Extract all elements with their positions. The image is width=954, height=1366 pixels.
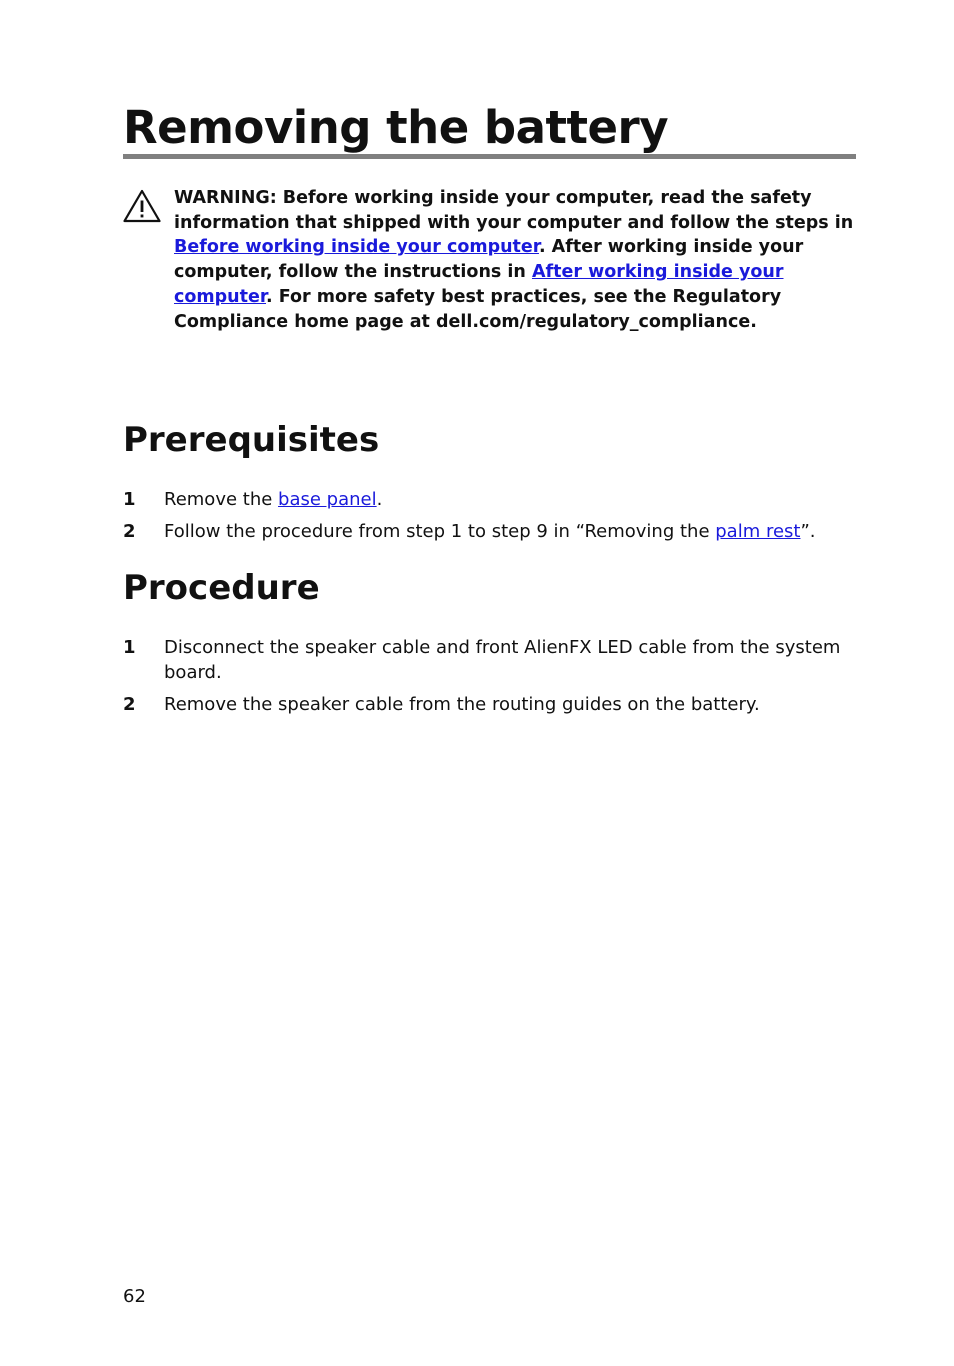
step-text: Disconnect the speaker cable and front AlienFX LED cable from the system board. bbox=[164, 637, 841, 683]
page-number: 62 bbox=[123, 1286, 146, 1307]
prerequisites-list bbox=[123, 487, 856, 551]
base-panel-link[interactable]: base panel bbox=[278, 489, 377, 510]
procedure-list bbox=[123, 635, 856, 724]
step-text-end: . bbox=[376, 489, 383, 510]
prerequisites-heading: Prerequisites bbox=[123, 420, 380, 460]
step-number: 2 bbox=[123, 521, 136, 542]
step-text: Remove the bbox=[164, 489, 279, 510]
warning-triangle-icon bbox=[123, 189, 161, 223]
step-number: 1 bbox=[123, 637, 136, 658]
step-number: 1 bbox=[123, 489, 136, 510]
prerequisite-step-1 bbox=[123, 487, 856, 512]
warning-text-part-3: . For more safety best practices, see the Regulatory Compliance home page at dell.com/regulatory_compliance. bbox=[174, 286, 782, 332]
step-text-end: ”. bbox=[800, 521, 816, 542]
page-title: Removing the battery bbox=[123, 101, 669, 154]
after-working-link[interactable]: After working inside your computer bbox=[174, 262, 784, 307]
title-underline bbox=[123, 154, 856, 159]
step-number: 2 bbox=[123, 694, 136, 715]
step-text: Follow the procedure from step 1 to step 9 in “Removing the bbox=[164, 521, 716, 542]
warning-text-part-1: WARNING: Before working inside your computer, read the safety information that shipped with your computer and follow the steps in bbox=[174, 188, 854, 233]
step-text: Remove the speaker cable from the routing guides on the battery. bbox=[164, 694, 760, 715]
palm-rest-link[interactable]: palm rest bbox=[715, 521, 801, 542]
prerequisite-step-2 bbox=[123, 519, 856, 544]
page bbox=[123, 0, 856, 1366]
procedure-heading: Procedure bbox=[123, 568, 320, 608]
before-working-link[interactable]: Before working inside your computer bbox=[174, 237, 539, 258]
procedure-step-2 bbox=[123, 692, 856, 717]
warning-text bbox=[174, 186, 854, 334]
procedure-step-1 bbox=[123, 635, 856, 685]
warning-text-part-2: . After working inside your computer, follow the instructions in bbox=[174, 237, 804, 283]
